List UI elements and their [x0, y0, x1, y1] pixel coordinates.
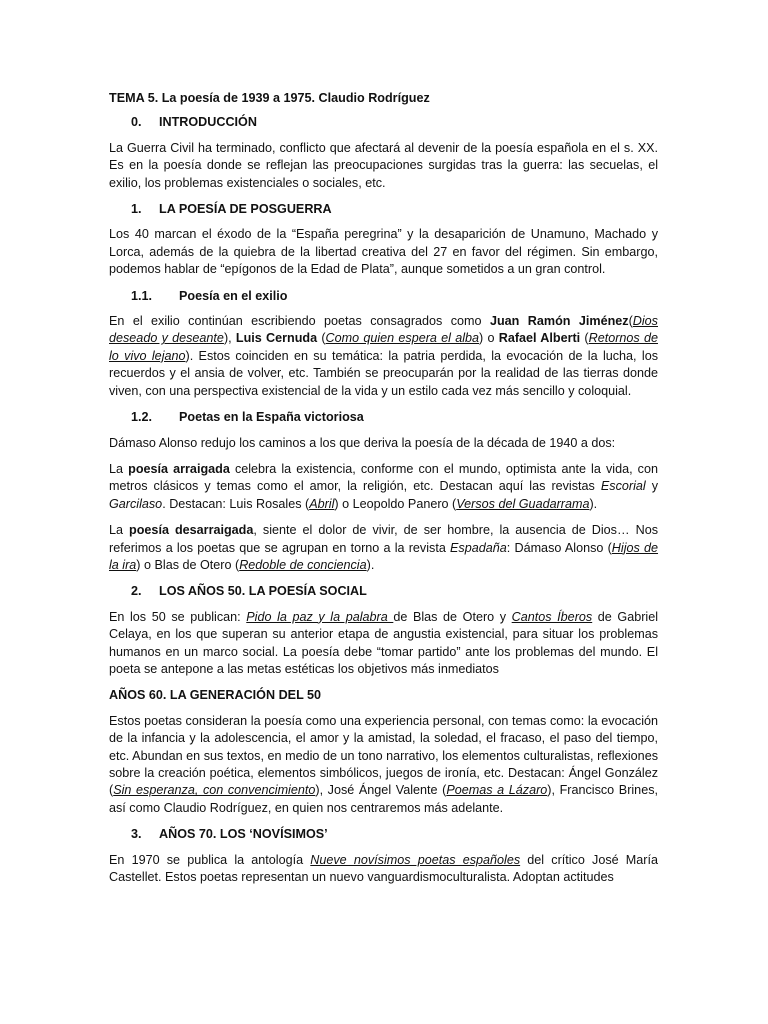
paragraph	[109, 226, 658, 278]
text-run: En los 50 se publican:	[109, 609, 247, 624]
book-title: Retornos de lo vivo lejano	[109, 331, 658, 363]
bold-text: Luis Cernuda	[235, 331, 318, 346]
section-title: Poesía en el exilio	[179, 288, 288, 303]
section-title: AÑOS 60. LA GENERACIÓN DEL 50	[109, 688, 322, 703]
text-run: La Guerra Civil ha terminado, conflicto que afectará al devenir de la poesía española en el s. XX. Es en la poesía donde se reflejan las preocupaciones surgidas tras la guerra: las secuelas, el exilio, los problemas existenciales o sociales, etc.	[109, 140, 658, 190]
paragraph	[109, 852, 658, 887]
section-title: LA POESÍA DE POSGUERRA	[159, 202, 332, 217]
text-run: . Destacan: Luis Rosales (	[162, 496, 310, 511]
section-title: LOS AÑOS 50. LA POESÍA SOCIAL	[159, 584, 367, 599]
book-title: Como quien espera el alba	[325, 331, 480, 346]
text-run: ), José Ángel Valente (	[315, 783, 447, 798]
section-heading-novisimos	[109, 826, 658, 843]
text-run: de Gabriel Celaya, en los que superan su anterior etapa de angustia existencial, para situar los problemas humanos en un marco social. La poesía debe “tomar partido” ante los problemas del mundo. El poeta se antepone a las metas estéticas los objetivos más inmediatos	[109, 609, 659, 676]
paragraph	[109, 461, 658, 513]
bold-text: poesía arraigada	[128, 461, 230, 476]
italic-text: Escorial	[600, 479, 646, 494]
text-run: La	[109, 523, 130, 538]
text-run: : Dámaso Alonso (	[506, 540, 612, 555]
book-title: Nueve novísimos poetas españoles	[310, 852, 521, 867]
text-run: celebra la existencia, conforme con el mundo, optimista ante la vida, con metros clásicos y temas como el amor, la religión, etc. Destacan aquí las revistas	[109, 461, 658, 494]
book-title: Hijos de la ira	[109, 540, 659, 572]
bold-text: Juan Ramón Jiménez	[489, 314, 629, 329]
italic-text: Espadaña	[450, 540, 507, 555]
text-run: ). Estos coinciden en su temática: la patria perdida, la evocación de la lucha, los recuerdos y el ansia de volver, etc. También se preocuparán por la realidad de las tierras donde viven, con una perspectiva existencial de la vida y un estilo cada vez más sencillo y coloquial.	[109, 348, 658, 398]
section-heading-introduccion	[109, 114, 658, 131]
document-title: TEMA 5. La poesía de 1939 a 1975. Claudio Rodríguez	[109, 91, 430, 105]
subsection-heading-exilio	[109, 288, 658, 305]
book-title: Redoble de conciencia	[239, 557, 367, 572]
book-title: Pido la paz y la palabra	[246, 609, 394, 624]
text-run: (	[317, 331, 326, 346]
text-run: (	[580, 331, 589, 346]
document-body	[109, 90, 658, 895]
book-title: Poemas a Lázaro	[446, 783, 548, 798]
paragraph	[109, 713, 658, 817]
book-title: Versos del Guadarrama	[456, 496, 590, 511]
section-heading-poesia-social	[109, 583, 658, 600]
text-run: La	[109, 461, 129, 476]
text-run: y	[645, 479, 659, 494]
text-run: , siente el dolor de vivir, de ser hombre, la ausencia de Dios… Nos referimos a los poetas que se agrupan en torno a la revista	[109, 523, 658, 555]
section-number: 1.2.	[131, 410, 153, 425]
section-title: INTRODUCCIÓN	[159, 115, 257, 130]
section-heading-generacion-50	[109, 687, 658, 704]
book-title: Abril	[309, 496, 335, 511]
bold-text: poesía desarraigada	[129, 523, 254, 538]
book-title: Dios deseado y deseante	[109, 314, 658, 346]
section-number: 1.1.	[131, 288, 153, 303]
section-number: 0.	[131, 115, 142, 130]
bold-text: Rafael Alberti	[498, 331, 581, 346]
paragraph	[109, 140, 658, 192]
text-run: ) o Leopoldo Panero (	[334, 496, 457, 511]
text-run: de Blas de Otero y	[393, 609, 512, 624]
text-run: (	[628, 314, 633, 329]
text-run: del crítico José María Castellet. Estos poetas representan un nuevo vanguardismoculturalista. Adoptan actitudes	[109, 852, 658, 885]
text-run: ) o	[479, 331, 499, 346]
section-number: 1.	[131, 202, 142, 217]
section-number: 2.	[131, 584, 142, 599]
text-run: ), Francisco Brines, así como Claudio Rodríguez, en quien nos centraremos más adelante.	[109, 783, 658, 815]
book-title: Cantos Íberos	[511, 609, 593, 624]
text-run: Los 40 marcan el éxodo de la “España peregrina” y la desaparición de Unamuno, Machado y Lorca, además de la quiebra de la libertad creativa del 27 en favor del régimen. Sin embargo, podemos hablar de “epígonos de la Edad de Plata”, aunque sometidos a un gran control.	[109, 227, 658, 277]
text-run: En el exilio continúan escribiendo poetas consagrados como	[109, 314, 490, 329]
paragraph	[109, 522, 658, 574]
text-run: ).	[589, 496, 598, 511]
text-run: ).	[366, 557, 375, 572]
paragraph	[109, 313, 658, 400]
section-heading-posguerra	[109, 201, 658, 218]
paragraph	[109, 609, 658, 679]
section-number: 3.	[131, 827, 142, 842]
text-run: ),	[223, 331, 236, 346]
italic-text: Garcilaso	[109, 496, 163, 511]
section-title: AÑOS 70. LOS ‘NOVÍSIMOS’	[159, 827, 328, 842]
book-title: Sin esperanza, con convencimiento	[113, 783, 316, 798]
paragraph	[109, 435, 658, 452]
text-run: Estos poetas consideran la poesía como una experiencia personal, con temas como: la evocación de la infancia y la adolescencia, el amor y la amistad, la soledad, el fracaso, el paso del tiempo, etc. Abundan en sus textos, en medio de un tono narrativo, los elementos culturalistas, reflexiones sobre la creación poética, elementos simbólicos, juegos de ironía, etc. Destacan: Ángel González (	[109, 713, 658, 798]
text-run: ) o Blas de Otero (	[136, 557, 240, 572]
text-run: En 1970 se publica la antología	[109, 852, 311, 867]
text-run: Dámaso Alonso redujo los caminos a los que deriva la poesía de la década de 1940 a dos:	[109, 435, 616, 450]
section-title: Poetas en la España victoriosa	[179, 410, 364, 425]
subsection-heading-espana-victoriosa	[109, 409, 658, 426]
